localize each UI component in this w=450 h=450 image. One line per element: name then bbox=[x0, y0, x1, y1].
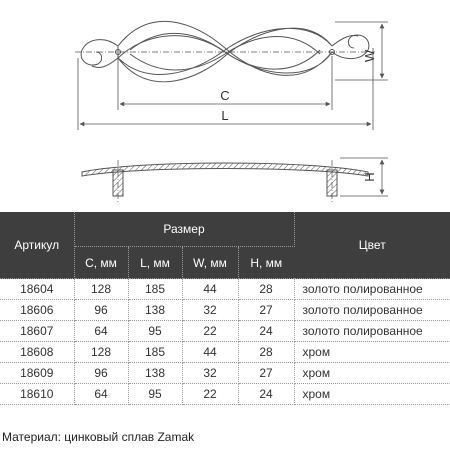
cell-c: 128 bbox=[74, 279, 128, 300]
cell-w: 44 bbox=[182, 279, 238, 300]
handle-side-view bbox=[82, 160, 368, 204]
cell-w: 32 bbox=[182, 300, 238, 321]
cell-c: 96 bbox=[74, 363, 128, 384]
table-row bbox=[0, 300, 450, 321]
cell-c: 64 bbox=[74, 384, 128, 405]
cell-l: 95 bbox=[128, 384, 182, 405]
header-size: Размер bbox=[74, 212, 294, 247]
cell-l: 185 bbox=[128, 342, 182, 363]
table-row bbox=[0, 384, 450, 405]
cell-w: 22 bbox=[182, 384, 238, 405]
table-row bbox=[0, 321, 450, 342]
cell-h: 24 bbox=[238, 384, 294, 405]
header-h: H, мм bbox=[238, 247, 294, 279]
cell-color: золото полированное bbox=[294, 300, 450, 321]
cell-h: 28 bbox=[238, 279, 294, 300]
technical-drawing bbox=[0, 0, 450, 212]
dimension-c-label: C bbox=[220, 88, 230, 103]
cell-c: 128 bbox=[74, 342, 128, 363]
dimension-l-label: L bbox=[221, 108, 229, 123]
cell-w: 32 bbox=[182, 363, 238, 384]
cell-l: 138 bbox=[128, 300, 182, 321]
cell-h: 28 bbox=[238, 342, 294, 363]
cell-color: золото полированное bbox=[294, 321, 450, 342]
cell-w: 44 bbox=[182, 342, 238, 363]
cell-color: золото полированное bbox=[294, 279, 450, 300]
header-l: L, мм bbox=[128, 247, 182, 279]
cell-color: хром bbox=[294, 363, 450, 384]
cell-article: 18608 bbox=[0, 342, 74, 363]
cell-h: 27 bbox=[238, 300, 294, 321]
cell-w: 22 bbox=[182, 321, 238, 342]
cell-l: 138 bbox=[128, 363, 182, 384]
dimension-w-label: W bbox=[362, 49, 377, 63]
cell-l: 185 bbox=[128, 279, 182, 300]
header-color: Цвет bbox=[294, 212, 450, 279]
cell-h: 27 bbox=[238, 363, 294, 384]
table-row bbox=[0, 342, 450, 363]
dimension-h-label: H bbox=[362, 172, 377, 182]
spec-table bbox=[0, 212, 450, 405]
cell-l: 95 bbox=[128, 321, 182, 342]
material-note: Материал: цинковый сплав Zamak bbox=[2, 430, 195, 444]
handle-top-view bbox=[75, 21, 375, 81]
header-article: Артикул bbox=[0, 212, 74, 279]
cell-color: хром bbox=[294, 342, 450, 363]
table-row bbox=[0, 363, 450, 384]
header-c: С, мм bbox=[74, 247, 128, 279]
table-row bbox=[0, 279, 450, 300]
cell-c: 96 bbox=[74, 300, 128, 321]
cell-article: 18610 bbox=[0, 384, 74, 405]
cell-c: 64 bbox=[74, 321, 128, 342]
cell-article: 18607 bbox=[0, 321, 74, 342]
header-w: W, мм bbox=[182, 247, 238, 279]
cell-article: 18609 bbox=[0, 363, 74, 384]
cell-color: хром bbox=[294, 384, 450, 405]
table-header-row bbox=[0, 212, 450, 247]
cell-h: 24 bbox=[238, 321, 294, 342]
cell-article: 18606 bbox=[0, 300, 74, 321]
cell-article: 18604 bbox=[0, 279, 74, 300]
